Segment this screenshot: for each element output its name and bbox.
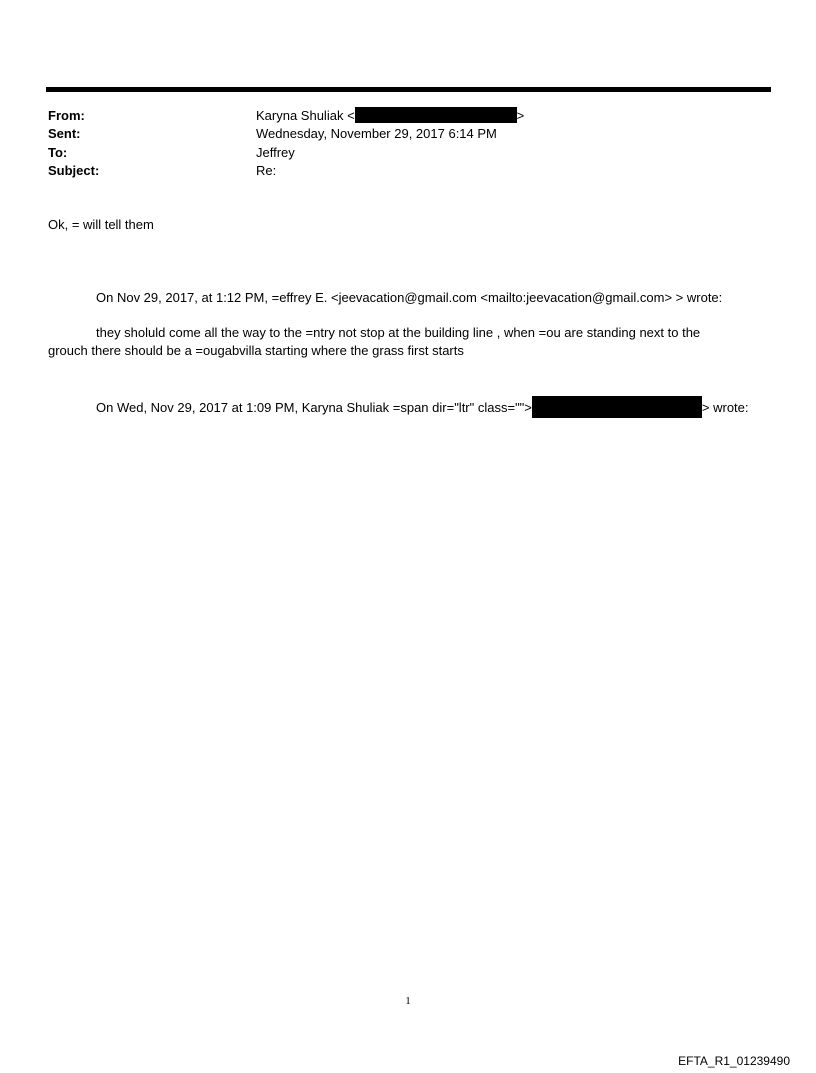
quote1-line2: grouch there should be a =ougabvilla starting where the grass first starts: [48, 343, 464, 358]
from-open-bracket: <: [347, 108, 355, 123]
sent-value: Wednesday, November 29, 2017 6:14 PM: [256, 126, 497, 141]
sent-label: Sent:: [48, 126, 81, 141]
from-value: [256, 107, 524, 125]
subject-value: Re:: [256, 163, 277, 178]
quote2-intro-text: On Wed, Nov 29, 2017 at 1:09 PM, Karyna Shuliak =span dir="ltr" class="">: [96, 400, 532, 415]
from-label: From:: [48, 108, 85, 123]
header-rule: [46, 87, 771, 92]
document-id: EFTA_R1_01239490: [678, 1054, 790, 1068]
to-label: To:: [48, 145, 68, 160]
quote1-line1: they sholuld come all the way to the =ntry not stop at the building line , when =ou are standing next to the: [96, 325, 701, 340]
redaction-box: [355, 107, 517, 123]
quote2-end-text: > wrote:: [701, 400, 749, 415]
page-number: 1: [405, 995, 411, 1007]
subject-label: Subject:: [48, 163, 100, 178]
reply-text: Ok, = will tell them: [48, 217, 154, 232]
redaction-box: [532, 396, 702, 418]
from-name: Karyna Shuliak: [256, 108, 344, 123]
quote2-intro: [96, 396, 749, 418]
from-close-bracket: >: [516, 108, 525, 123]
to-value: Jeffrey: [256, 145, 295, 160]
quote1-intro: On Nov 29, 2017, at 1:12 PM, =effrey E. <jeevacation@gmail.com <mailto:jeevacation@gmail.com> > wrote:: [96, 290, 723, 305]
